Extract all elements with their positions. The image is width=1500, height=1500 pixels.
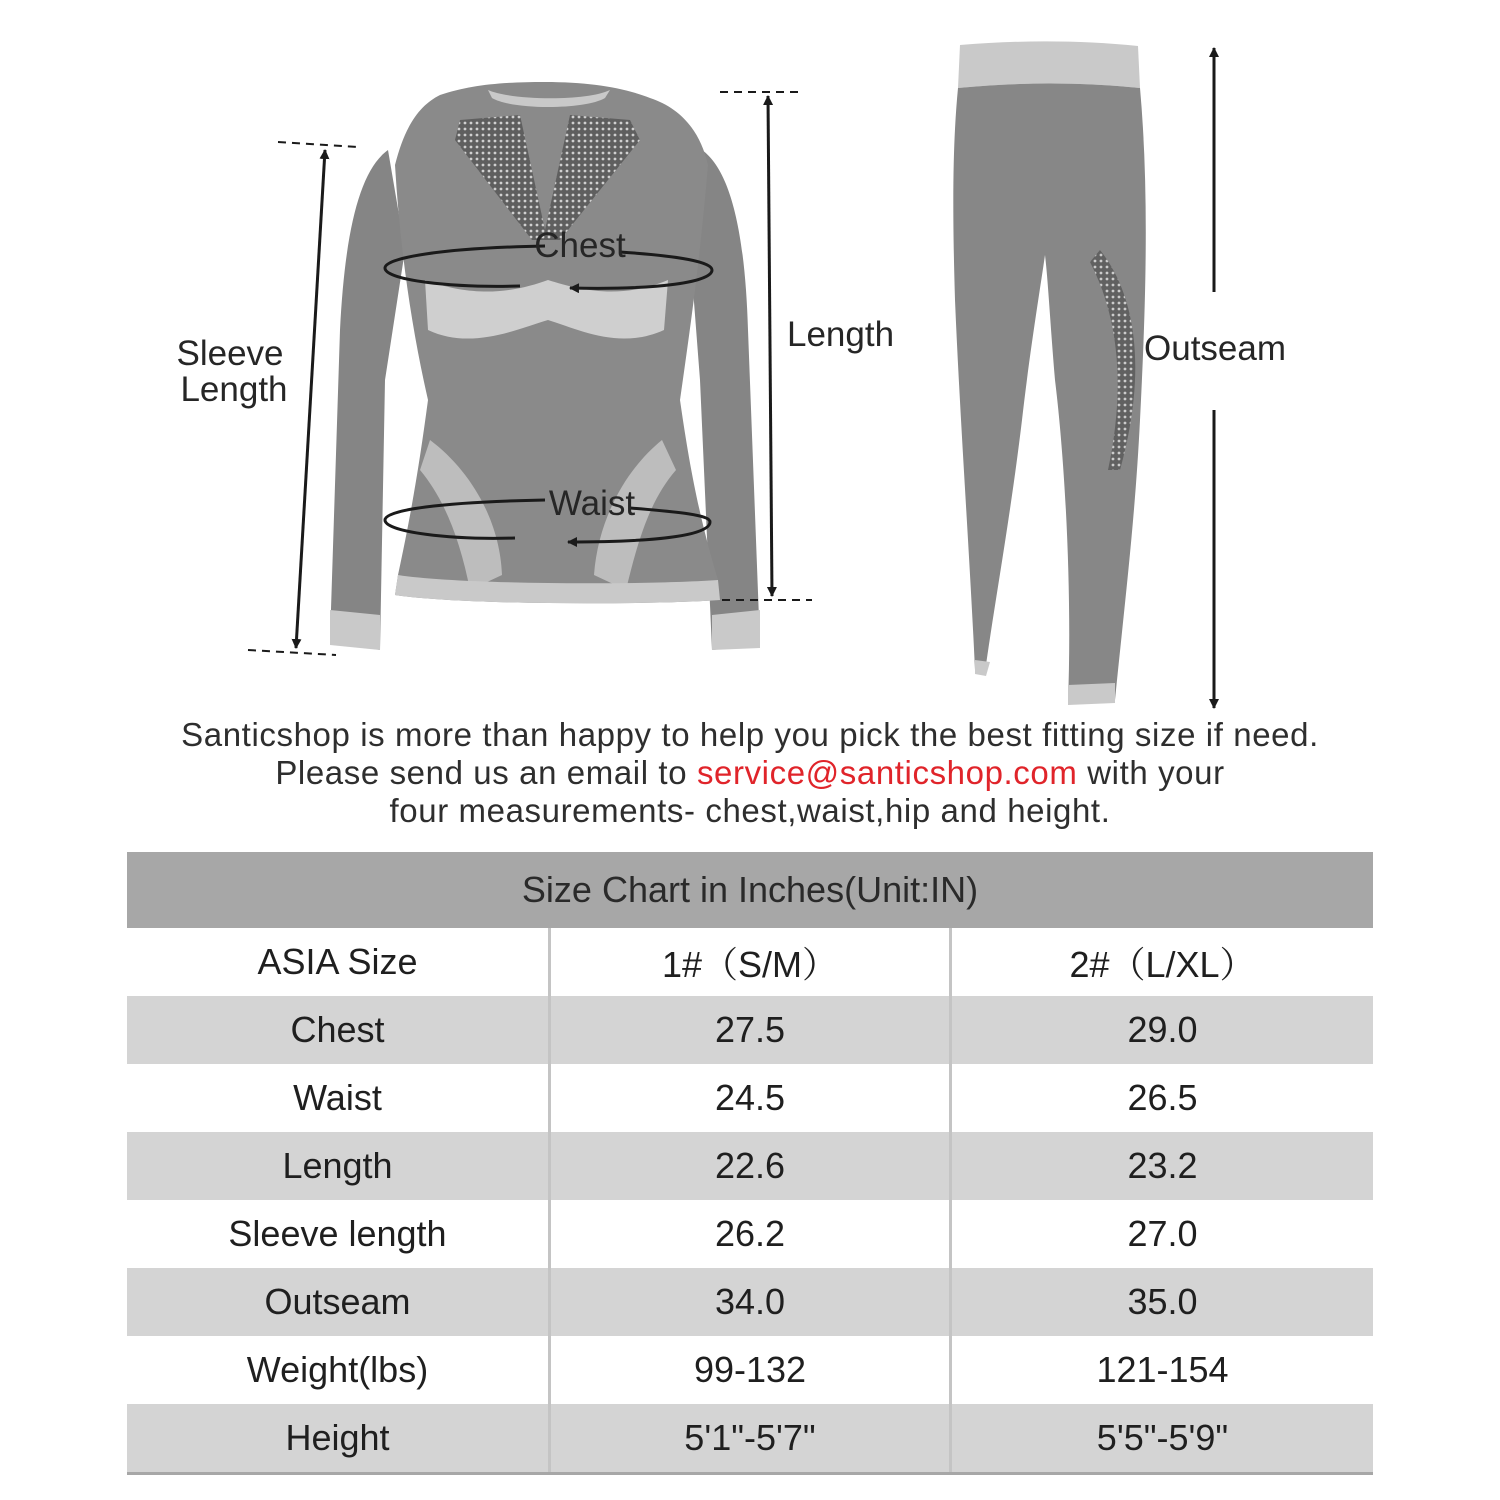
row-label: Length: [127, 1132, 551, 1200]
intro-line-1: Santicshop is more than happy to help you pick the best fitting size if need.: [181, 716, 1319, 753]
table-row: [127, 1200, 1373, 1268]
table-header-row: [127, 928, 1373, 996]
header-cell: 2#（L/XL）: [1069, 943, 1256, 985]
row-label: Outseam: [127, 1268, 551, 1336]
table-cell: 35.0: [1127, 1281, 1198, 1322]
length-label: Length: [787, 315, 895, 354]
table-cell: 27.0: [1127, 1213, 1198, 1254]
table-row: [127, 1336, 1373, 1404]
table-title: Size Chart in Inches(Unit:IN): [127, 852, 1373, 928]
sleeve-label-line2: Length: [180, 370, 288, 409]
row-label: Chest: [127, 996, 551, 1064]
thermal-top-illustration: [330, 82, 760, 650]
intro-line-2-prefix: Please send us an email to: [275, 754, 697, 791]
table-bottom-border: [127, 1472, 1373, 1475]
table-cell: 5'1"-5'7": [551, 1404, 952, 1472]
leggings-illustration: [953, 41, 1145, 705]
table-cell: 26.5: [1127, 1077, 1198, 1118]
header-cell: 1#（S/M）: [551, 928, 952, 996]
row-label: Sleeve length: [127, 1200, 551, 1268]
intro-line-2: [0, 754, 1500, 792]
table-cell: 22.6: [551, 1132, 952, 1200]
table-row: [127, 1404, 1373, 1472]
table-cell: 23.2: [1127, 1145, 1198, 1186]
row-label: Waist: [127, 1064, 551, 1132]
table-row: [127, 1132, 1373, 1200]
row-label: Weight(lbs): [127, 1336, 551, 1404]
waist-label: Waist: [548, 484, 636, 523]
table-cell: 5'5"-5'9": [1096, 1417, 1229, 1458]
table-row: [127, 1268, 1373, 1336]
intro-text: [0, 716, 1500, 830]
table-cell: 121-154: [1096, 1349, 1229, 1390]
sleeve-label-line1: Sleeve: [176, 334, 284, 373]
table-cell: 29.0: [1127, 1009, 1198, 1050]
intro-line-2-suffix: with your: [1077, 754, 1225, 791]
table-cell: 26.2: [551, 1200, 952, 1268]
header-cell: ASIA Size: [127, 928, 551, 996]
chest-label: Chest: [534, 226, 626, 265]
table-cell: 34.0: [551, 1268, 952, 1336]
table-row: [127, 996, 1373, 1064]
row-label: Height: [127, 1404, 551, 1472]
table-row: [127, 1064, 1373, 1132]
intro-line-3: four measurements- chest,waist,hip and height.: [389, 792, 1111, 829]
outseam-label: Outseam: [1144, 329, 1286, 368]
table-cell: 99-132: [551, 1336, 952, 1404]
email-link[interactable]: service@santicshop.com: [696, 754, 1078, 791]
size-chart-table: [127, 852, 1373, 1475]
table-cell: 27.5: [551, 996, 952, 1064]
table-cell: 24.5: [551, 1064, 952, 1132]
